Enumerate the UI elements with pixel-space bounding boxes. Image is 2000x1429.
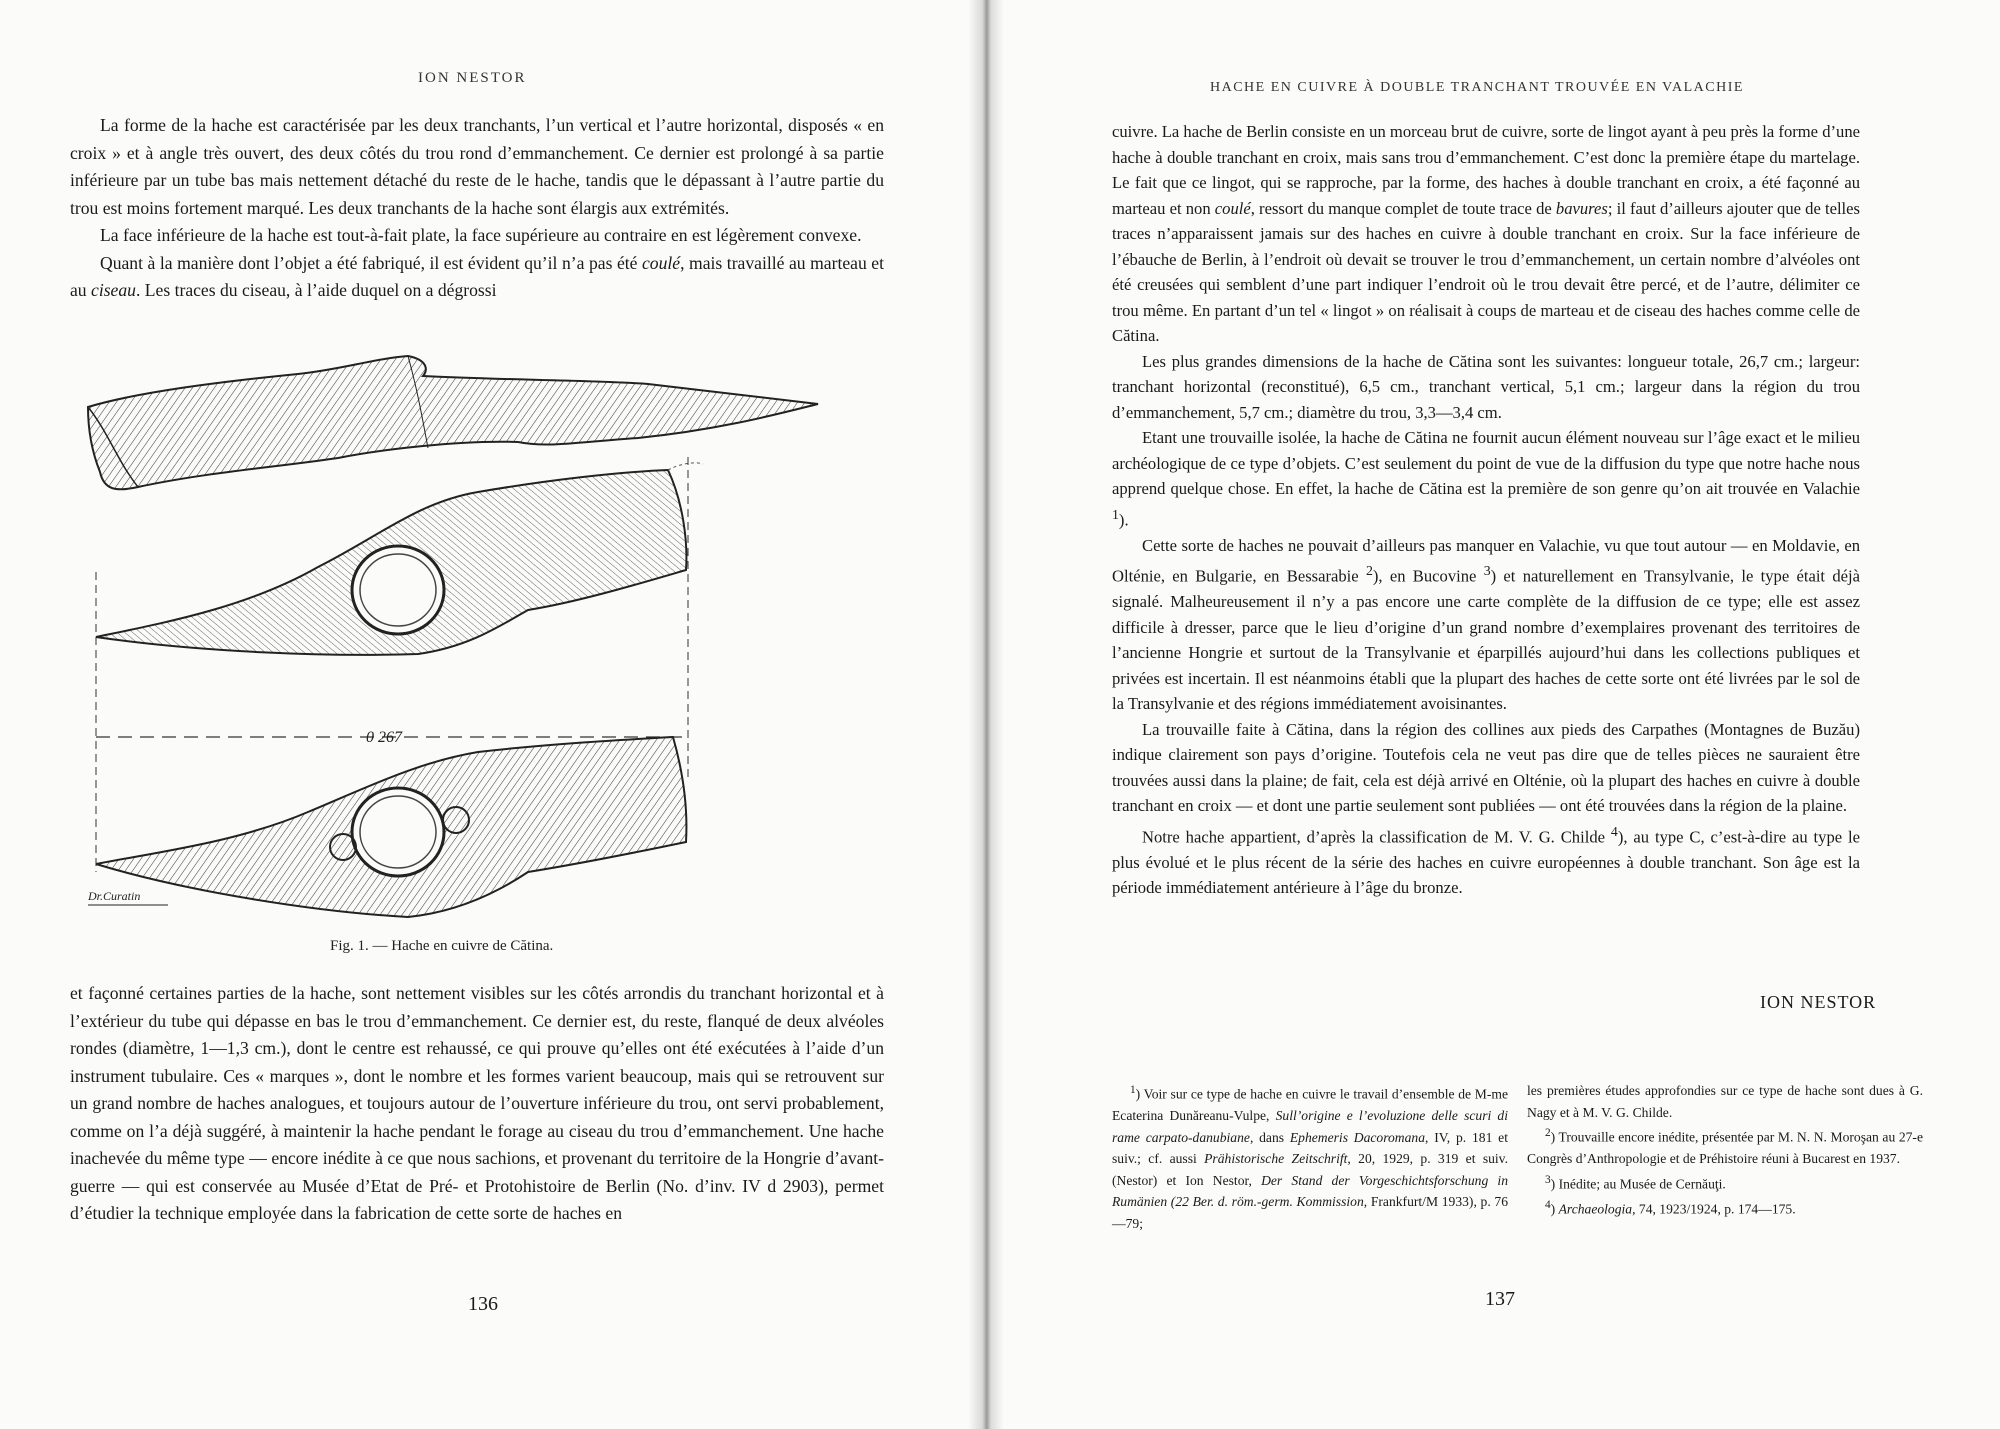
figure-caption: Fig. 1. — Hache en cuivre de Cătina.: [330, 938, 554, 954]
footnote: $^3$) Inédite; au Musée de Cernăuţi.: [1545, 1173, 1726, 1192]
footnote: $^1$) Voir sur ce type de hache en cuivre le travail d’ensemble de M-me Ecaterina Dunăreanu-Vulpe, Sull’origine e l’evoluzione delle scuri di rame carpato-danubiane, dans Ephemeris Dacoromana, IV, p. 181 et suiv.; cf. aussi Prähistorische Zeitschrift, 20, 1929, p. 319 et suiv. (Nestor) et Ion Nestor, Der Stand der Vorgeschichtsforschung in Rumänien (22 Ber. d. röm.-germ. Kommission, Frankfurt/M 1933), p. 76—79;: [1112, 1084, 1508, 1231]
paragraph: cuivre. La hache de Berlin consiste en un morceau brut de cuivre, sorte de lingot ayant à peu près la forme d’une hache à double tranchant en croix, mais sans trou d’emmanchement. C’est donc la première étape du martelage. Le fait que ce lingot, qui se rapproche, par la forme, des haches à double tranchant en croix, a été façonné au marteau et non coulé, ressort du manque complet de toute trace de bavures; il faut d’ailleurs ajouter que de telles traces n’apparaissent jamais sur des haches en cuivre à double tranchant en croix. Sur la face inférieure de l’ébauche de Berlin, à l’endroit où devait se trouver le trou d’emmanchement, un certain nombre d’alvéoles ont été creusées qui semblent d’une part indiquer l’endroit où le trou devait être percé, et de l’autre, délimiter ce trou même. En partant d’un tel « lingot » on réalisait à coups de marteau et de ciseau des haches comme celle de Cătina.: [1112, 122, 1860, 345]
right-text: [1112, 119, 1860, 901]
left-text-bottom: [70, 980, 884, 1228]
axe-top-view: [96, 463, 703, 655]
right-page: [985, 0, 2000, 1429]
dimension-label: 0 267: [366, 729, 402, 746]
page-number-left: 136: [468, 1293, 498, 1315]
running-head-left: ION NESTOR: [418, 70, 527, 86]
left-text-top: [70, 112, 884, 305]
paragraph: et façonné certaines parties de la hache, sont nettement visibles sur les côtés arrondis du tranchant horizontal et à l’extérieur du tube qui dépasse en bas le trou d’emmanchement. Ce dernier est, du reste, flanqué de deux alvéoles rondes (diamètre, 1—1,3 cm.), dont le centre est rehaussé, ce qui prouve qu’elles ont été exécutées à l’aide d’un instrument tubulaire. Ces « marques », dont le nombre et les formes varient beaucoup, mais qui se retrouvent sur un grand nombre de haches analogues, et toujours autour de l’ouverture inférieure du trou, ont servi probablement, comme on l’a déjà suggéré, à maintenir la hache pendant le forage au ciseau du trou d’emmanchement. Une hache inachevée du même type — encore inédite à ce que nous sachions, et provenant du territoire de la Hongrie d’avant-guerre — qui est conservée au Musée d’Etat de Pré- et Protohistoire de Berlin (No. d’inv. IV d 2903), permet d’étudier la technique employée dans la fabrication de cette sorte de haches en: [70, 983, 884, 1223]
page-number-right: 137: [1485, 1288, 1515, 1310]
footnotes-column-2: [1527, 1080, 1923, 1220]
running-head-right: HACHE EN CUIVRE À DOUBLE TRANCHANT TROUVÉE EN VALACHIE: [1210, 80, 1744, 95]
paragraph: Notre hache appartient, d’après la classification de M. V. G. Childe $^4$), au type C, c’est-à-dire au type le plus évolué et le plus récent de la série des haches en cuivre européennes à double tranchant. Son âge est la période immédiatement antérieure à l’âge du bronze.: [1112, 823, 1860, 898]
axe-side-view: [88, 356, 818, 489]
paragraph: La face inférieure de la hache est tout-à-fait plate, la face supérieure au contraire en est légèrement convexe.: [100, 225, 862, 245]
paragraph: Etant une trouvaille isolée, la hache de Cătina ne fournit aucun élément nouveau sur l’âge exact et le milieu archéologique de ce type d’objets. C’est seulement du point de vue de la diffusion du type que notre hache nous apprend quelque chose. En effet, la hache de Cătina est la première de son genre qu’on ait trouvée en Valachie $^1$).: [1112, 428, 1860, 530]
paragraph: Cette sorte de haches ne pouvait d’ailleurs pas manquer en Valachie, vu que tout autour — en Moldavie, en Olténie, en Bulgarie, en Bessarabie $^2$), en Bucovine $^3$) et naturellement en Transylvanie, le type était déjà signalé. Malheureusement il n’y a pas encore une carte complète de la diffusion de ce type; elle est assez difficile à dresser, parce que le lieu d’origine d’un grand nombre d’exemplaires provenant des territoires de l’ancienne Hongrie et surtout de la Transylvanie et éparpillés aujourd’hui dans les collections publiques et privées est incertain. Il est néanmoins établi que la plupart des haches de cette sorte ont été livrées par le sol de la Transylvanie et des régions immédiatement avoisinantes.: [1112, 535, 1860, 714]
paragraph: La forme de la hache est caractérisée par les deux tranchants, l’un vertical et l’autre horizontal, disposés « en croix » et à angle très ouvert, des deux côtés du trou rond d’emmanchement. Ce dernier est prolongé à sa partie inférieure par un tube bas mais nettement détaché du reste de le hache, tandis que le dépassant à l’autre partie du trou est moins fortement marqué. Les deux tranchants de la hache sont élargis aux extrémités.: [70, 115, 884, 218]
axe-bottom-view: [96, 737, 686, 917]
author-signature: ION NESTOR: [1760, 992, 1877, 1012]
paragraph: Les plus grandes dimensions de la hache de Cătina sont les suivantes: longueur totale, 26,7 cm.; largeur: tranchant horizontal (reconstitué), 6,5 cm., tranchant vertical, 5,1 cm.; largeur dans la région du trou d’emmanchement, 5,7 cm.; diamètre du trou, 3,3—3,4 cm.: [1112, 351, 1860, 422]
footnote-continuation: les premières études approfondies sur ce type de hache sont dues à G. Nagy et à M. V. G. Childe.: [1527, 1083, 1923, 1120]
artist-signature: Dr.Curatin: [88, 889, 141, 903]
footnote: $^2$) Trouvaille encore inédite, présentée par M. N. N. Moroşan au 27-e Congrès d’Anthropologie et de Préhistoire réuni à Bucarest en 1937.: [1527, 1127, 1923, 1167]
paragraph: La trouvaille faite à Cătina, dans la région des collines aux pieds des Carpathes (Montagnes de Buzău) indique clairement son pays d’origine. Toutefois cela ne veut pas dire que de telles pièces ne sauraient être trouvées aussi dans la plaine; de fait, cela est déjà arrivé en Olténie, où la plupart des haches en cuivre à double tranchant en croix — et dont une partie seulement sont publiées — ont été trouvées dans la région de la plaine.: [1112, 719, 1860, 816]
book-gutter: [968, 0, 1004, 1429]
paragraph: Quant à la manière dont l’objet a été fabriqué, il est évident qu’il n’a pas été coulé, mais travaillé au marteau et au ciseau. Les traces du ciseau, à l’aide duquel on a dégrossi: [70, 252, 884, 300]
figure-axe-drawing: [78, 352, 878, 927]
footnote: $^4$) Archaeologia, 74, 1923/1924, p. 174—175.: [1545, 1198, 1796, 1217]
footnotes-column-1: [1112, 1080, 1508, 1234]
left-page: [0, 0, 985, 1429]
